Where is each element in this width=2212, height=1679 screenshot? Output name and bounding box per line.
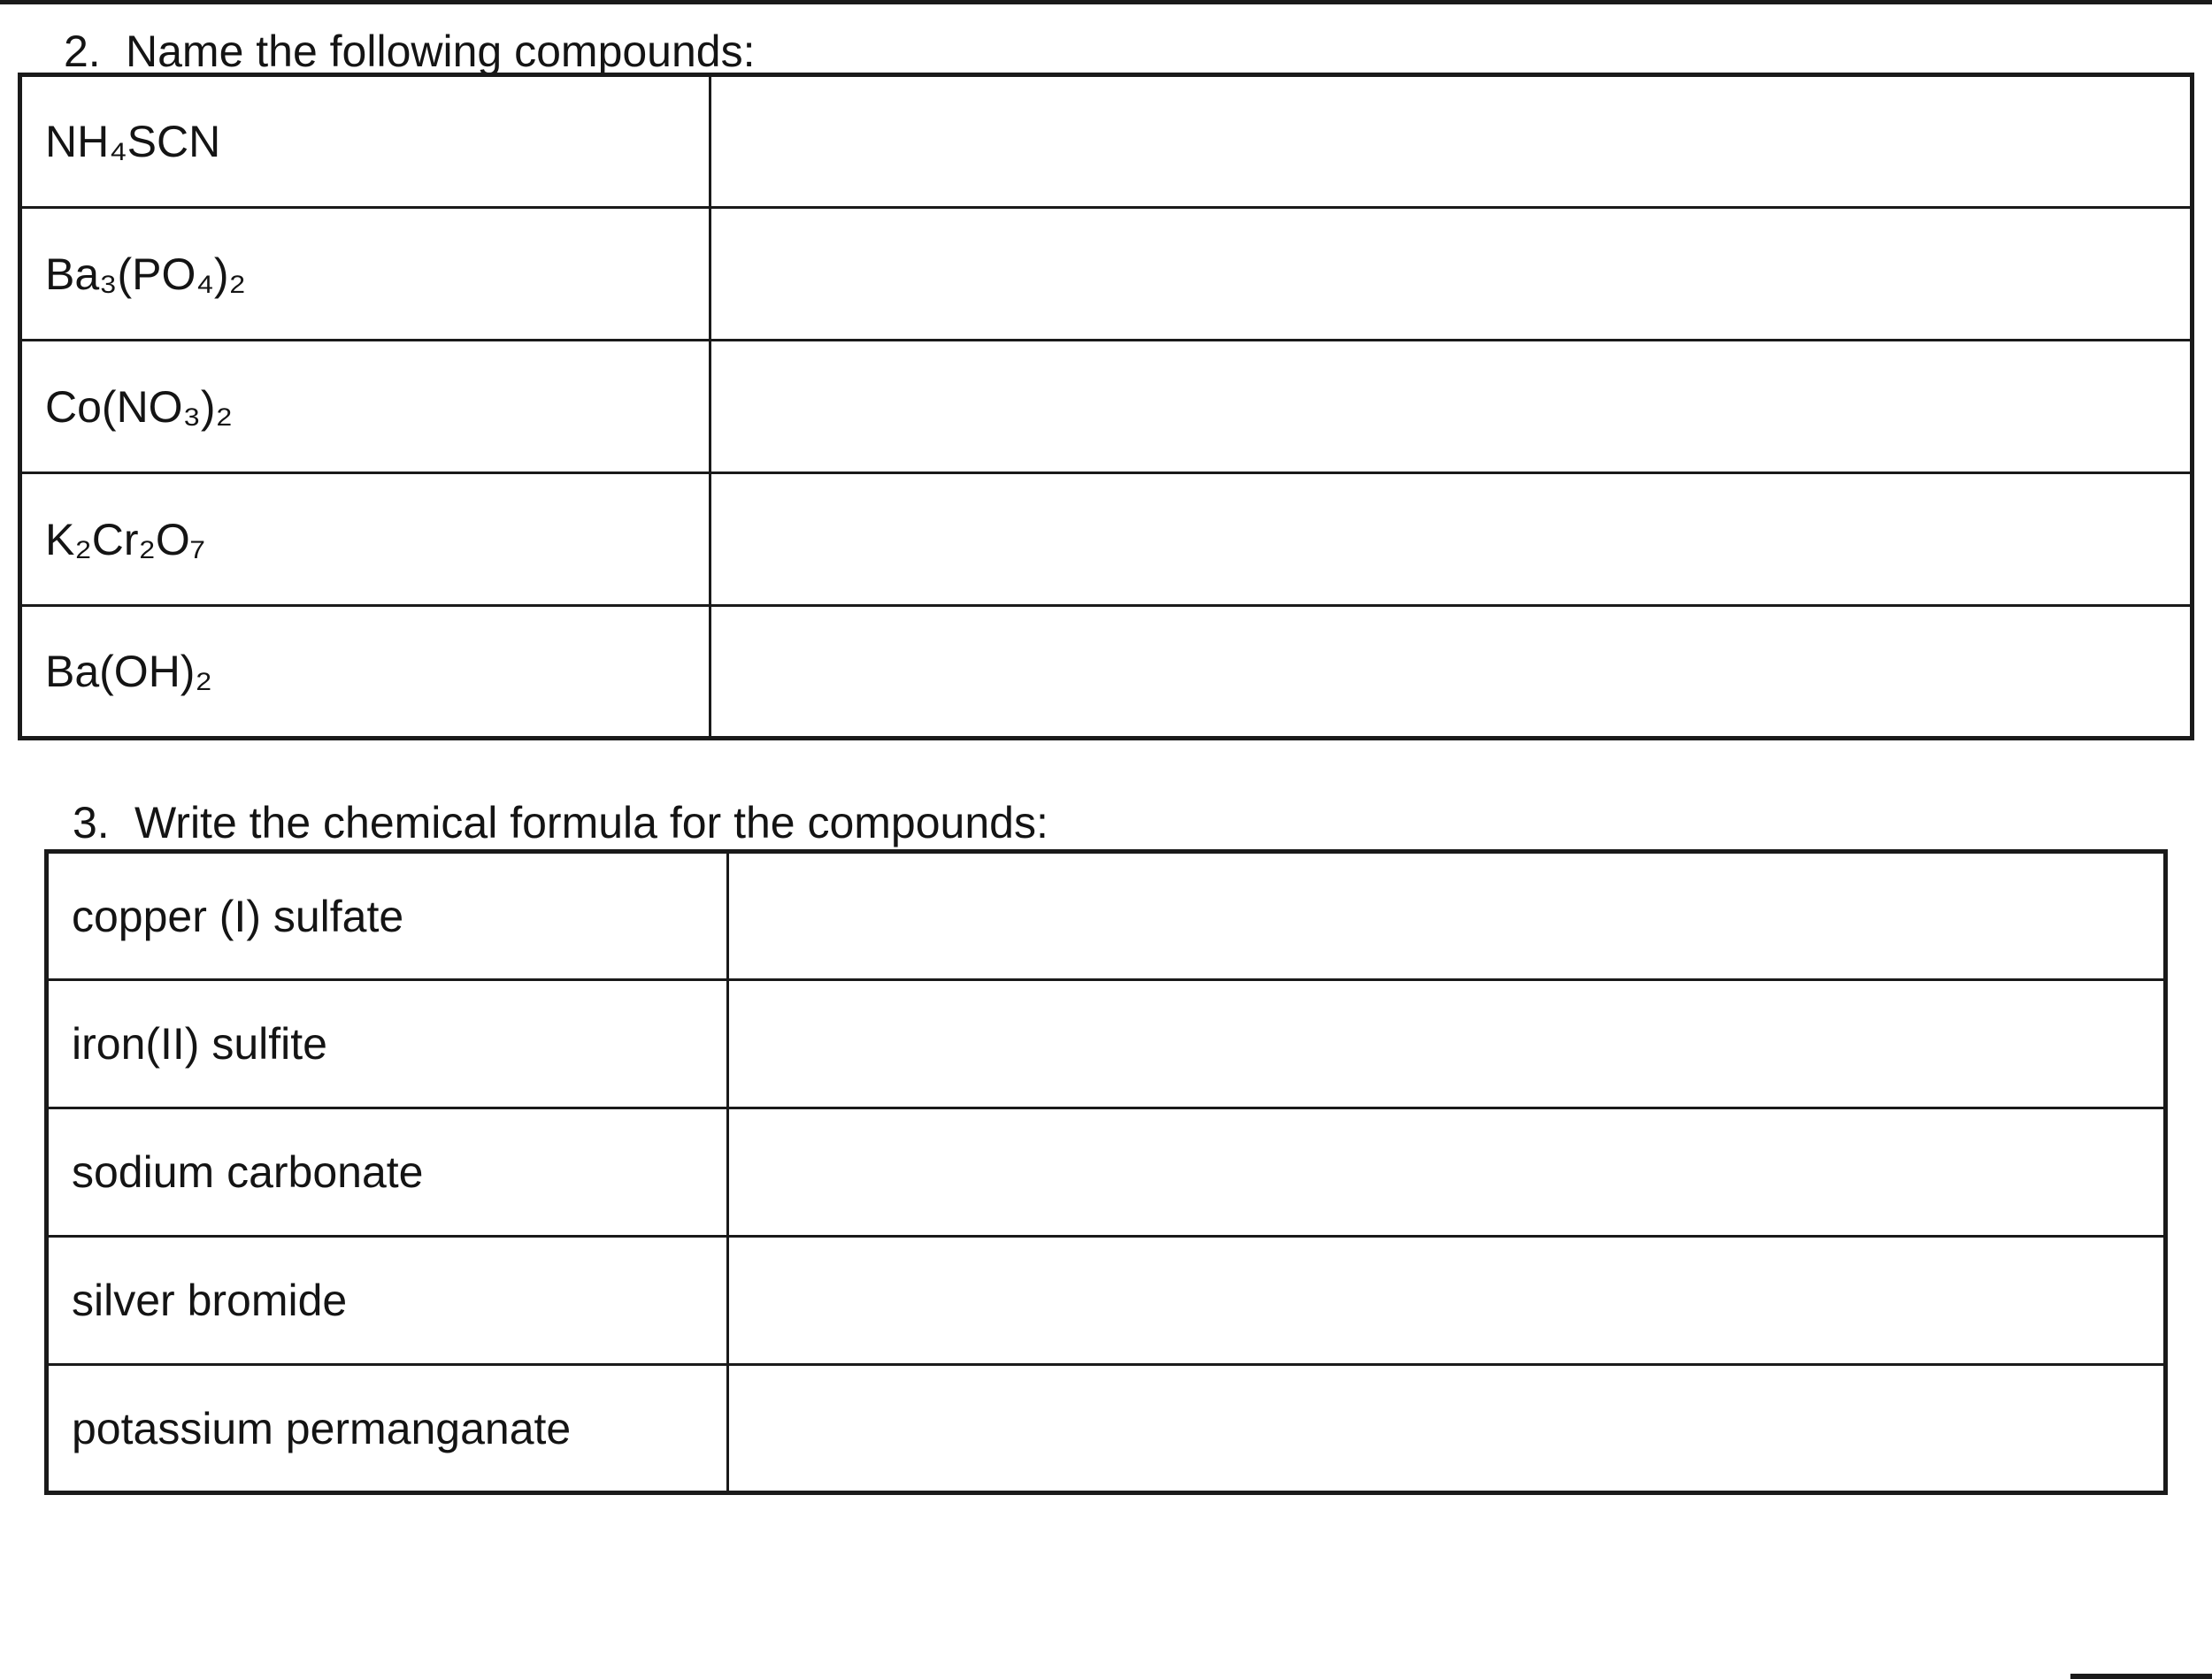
table-row — [20, 473, 2193, 606]
answer-cell — [710, 473, 2193, 606]
question-3-heading — [73, 796, 1048, 849]
answer-field[interactable] — [711, 251, 2190, 300]
compound-name: copper (I) sulfate — [47, 852, 728, 980]
answer-field[interactable] — [729, 1021, 2163, 1070]
answer-field[interactable] — [711, 384, 2190, 433]
answer-field[interactable] — [729, 1149, 2163, 1198]
table-row — [20, 606, 2193, 739]
question-2-number: 2. — [64, 27, 101, 76]
question-3-number: 3. — [73, 798, 110, 847]
table-row — [47, 1237, 2166, 1365]
answer-field[interactable] — [729, 893, 2163, 942]
answer-cell — [728, 1108, 2166, 1237]
table-row — [20, 208, 2193, 341]
compound-name: iron(II) sulfite — [47, 980, 728, 1108]
question-2-table — [18, 73, 2194, 740]
table-row — [47, 1108, 2166, 1237]
answer-cell — [710, 75, 2193, 208]
table-row — [20, 341, 2193, 473]
compound-formula: NH₄SCN — [20, 75, 710, 208]
compound-formula: Ba₃(PO₄)₂ — [20, 208, 710, 341]
compound-formula: Co(NO₃)₂ — [20, 341, 710, 473]
answer-cell — [728, 852, 2166, 980]
answer-cell — [728, 1237, 2166, 1365]
page-top-edge — [0, 0, 2212, 4]
answer-field[interactable] — [711, 648, 2190, 697]
answer-cell — [710, 208, 2193, 341]
answer-field[interactable] — [729, 1406, 2163, 1454]
compound-formula: K₂Cr₂O₇ — [20, 473, 710, 606]
page-bottom-edge — [2070, 1674, 2212, 1679]
answer-field[interactable] — [711, 517, 2190, 565]
compound-name: potassium permanganate — [47, 1365, 728, 1493]
question-3-table — [44, 849, 2168, 1495]
answer-field[interactable] — [711, 119, 2190, 167]
table-row — [47, 852, 2166, 980]
table-row — [47, 1365, 2166, 1493]
answer-cell — [728, 980, 2166, 1108]
compound-name: sodium carbonate — [47, 1108, 728, 1237]
question-2-heading — [64, 25, 756, 78]
compound-formula: Ba(OH)₂ — [20, 606, 710, 739]
answer-cell — [710, 606, 2193, 739]
compound-name: silver bromide — [47, 1237, 728, 1365]
question-3-instruction: Write the chemical formula for the compounds: — [134, 798, 1048, 847]
answer-cell — [710, 341, 2193, 473]
table-row — [47, 980, 2166, 1108]
answer-field[interactable] — [729, 1277, 2163, 1326]
question-2-instruction: Name the following compounds: — [126, 27, 756, 76]
table-row — [20, 75, 2193, 208]
answer-cell — [728, 1365, 2166, 1493]
